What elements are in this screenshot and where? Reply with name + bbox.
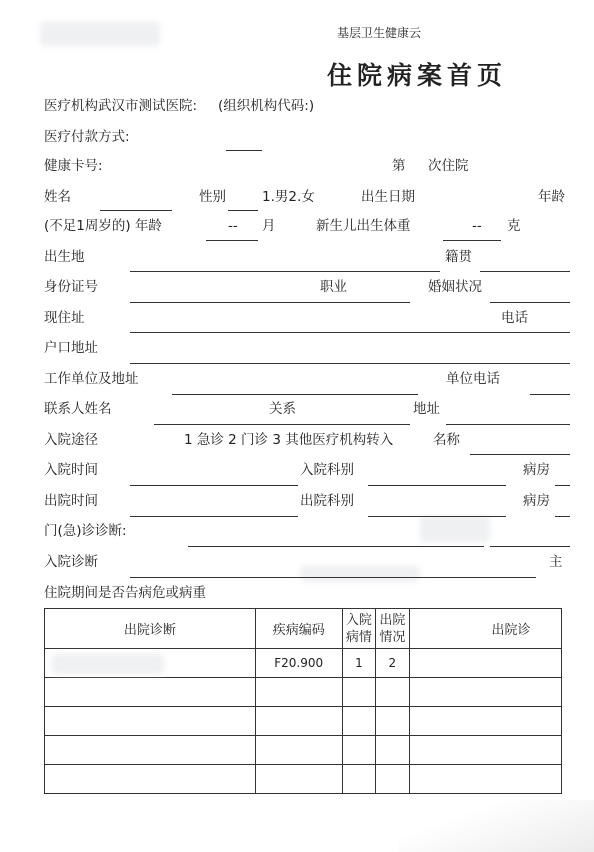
cell-discharge[interactable] bbox=[376, 765, 409, 794]
work-label: 工作单位及地址 bbox=[44, 371, 139, 387]
cell-code[interactable] bbox=[255, 765, 342, 794]
admit-dept-label: 入院科别 bbox=[300, 462, 354, 478]
birthplace-field[interactable] bbox=[130, 271, 440, 272]
cell-admit[interactable]: 1 bbox=[342, 649, 375, 678]
sex-label: 性别 bbox=[199, 189, 226, 205]
hukou-field[interactable] bbox=[130, 363, 570, 364]
critical-label: 住院期间是否告病危或病重 bbox=[44, 585, 206, 601]
cell-code[interactable] bbox=[255, 678, 342, 707]
header-discharge-diag-2: 出院诊 bbox=[409, 609, 561, 649]
cell-admit[interactable] bbox=[342, 765, 375, 794]
admission-route-options: 1 急诊 2 门诊 3 其他医疗机构转入 bbox=[184, 432, 394, 448]
work-phone-label: 单位电话 bbox=[446, 371, 500, 387]
health-card-label: 健康卡号: bbox=[44, 158, 103, 174]
age-month-value: -- bbox=[228, 218, 238, 234]
contact-address-label: 地址 bbox=[413, 401, 440, 417]
cell-discharge[interactable] bbox=[376, 707, 409, 736]
sex-field[interactable] bbox=[228, 210, 258, 211]
contact-address-field[interactable] bbox=[446, 424, 570, 425]
outpatient-diag-label: 门(急)诊诊断: bbox=[44, 523, 127, 539]
name-field[interactable] bbox=[100, 210, 172, 211]
contact-label: 联系人姓名 bbox=[44, 401, 112, 417]
ward-label-1: 病房 bbox=[523, 462, 550, 478]
id-number-field[interactable] bbox=[130, 302, 410, 303]
phone-label: 电话 bbox=[501, 310, 528, 326]
table-row bbox=[45, 707, 562, 736]
cell-discharge[interactable] bbox=[376, 678, 409, 707]
admit-diag-field[interactable] bbox=[130, 577, 536, 578]
cell-extra[interactable] bbox=[409, 736, 561, 765]
admit-dept-field[interactable] bbox=[368, 485, 506, 486]
cell-diag[interactable] bbox=[45, 736, 256, 765]
cell-extra[interactable] bbox=[409, 765, 561, 794]
native-place-label: 籍贯 bbox=[445, 249, 472, 265]
redacted-logo bbox=[40, 22, 160, 46]
cell-diag[interactable] bbox=[45, 678, 256, 707]
hukou-label: 户口地址 bbox=[44, 340, 98, 356]
newborn-weight-value: -- bbox=[472, 218, 482, 234]
cell-admit[interactable] bbox=[342, 678, 375, 707]
discharge-dept-label: 出院科别 bbox=[300, 493, 354, 509]
route-name-field[interactable] bbox=[470, 454, 570, 455]
org-code-label: (组织机构代码:) bbox=[218, 98, 315, 114]
discharge-time-label: 出院时间 bbox=[44, 493, 98, 509]
payment-field[interactable] bbox=[226, 150, 262, 151]
ward-field-1[interactable] bbox=[555, 485, 570, 486]
cell-discharge[interactable] bbox=[376, 736, 409, 765]
discharge-dept-field[interactable] bbox=[368, 516, 506, 517]
cell-diag[interactable] bbox=[45, 765, 256, 794]
marital-field[interactable] bbox=[490, 302, 570, 303]
cell-admit[interactable] bbox=[342, 736, 375, 765]
work-field[interactable] bbox=[172, 394, 418, 395]
redacted-area bbox=[420, 516, 490, 542]
newborn-weight-field[interactable] bbox=[443, 240, 501, 241]
payment-label: 医疗付款方式: bbox=[44, 129, 130, 145]
diagnosis-table bbox=[44, 608, 562, 794]
admit-time-label: 入院时间 bbox=[44, 462, 98, 478]
address-field[interactable] bbox=[130, 332, 570, 333]
relation-label: 关系 bbox=[269, 401, 296, 417]
address-label: 现住址 bbox=[44, 310, 85, 326]
gram-label: 克 bbox=[507, 218, 521, 234]
native-place-field[interactable] bbox=[480, 271, 570, 272]
cell-extra[interactable] bbox=[409, 678, 561, 707]
table-row bbox=[45, 678, 562, 707]
cell-code[interactable] bbox=[255, 707, 342, 736]
cell-discharge[interactable]: 2 bbox=[376, 649, 409, 678]
sex-options: 1.男2.女 bbox=[262, 189, 315, 205]
ward-label-2: 病房 bbox=[523, 493, 550, 509]
outpatient-diag-code-field[interactable] bbox=[490, 546, 570, 547]
nth-label-b: 次住院 bbox=[428, 158, 469, 174]
birthplace-label: 出生地 bbox=[44, 249, 85, 265]
admit-time-field[interactable] bbox=[130, 485, 298, 486]
header-disease-code: 疾病编码 bbox=[255, 609, 342, 649]
month-label: 月 bbox=[262, 218, 276, 234]
age-month-field[interactable] bbox=[206, 240, 258, 241]
age-label: 年龄 bbox=[538, 189, 565, 205]
cell-code[interactable]: F20.900 bbox=[255, 649, 342, 678]
cell-extra[interactable] bbox=[409, 649, 561, 678]
discharge-time-field[interactable] bbox=[130, 516, 298, 517]
redacted-area bbox=[300, 566, 420, 582]
header-admit-condition: 入院 病情 bbox=[342, 609, 375, 649]
admit-diag-label: 入院诊断 bbox=[44, 554, 98, 570]
id-number-label: 身份证号 bbox=[44, 279, 98, 295]
route-name-label: 名称 bbox=[433, 432, 460, 448]
cell-code[interactable] bbox=[255, 736, 342, 765]
birth-date-label: 出生日期 bbox=[361, 189, 415, 205]
table-row bbox=[45, 736, 562, 765]
cell-diag[interactable] bbox=[45, 707, 256, 736]
marital-label: 婚姻状况 bbox=[428, 279, 482, 295]
page-title: 住院病案首页 bbox=[327, 61, 508, 90]
admission-route-label: 入院途径 bbox=[44, 432, 98, 448]
cell-admit[interactable] bbox=[342, 707, 375, 736]
ward-field-2[interactable] bbox=[555, 516, 570, 517]
work-phone-field[interactable] bbox=[530, 394, 570, 395]
main-label: 主 bbox=[549, 554, 563, 570]
table-row bbox=[45, 765, 562, 794]
outpatient-diag-field[interactable] bbox=[188, 546, 484, 547]
page-shadow bbox=[398, 800, 594, 852]
infant-age-label: (不足1周岁的) 年龄 bbox=[44, 218, 162, 234]
name-label: 姓名 bbox=[44, 189, 71, 205]
newborn-weight-label: 新生儿出生体重 bbox=[316, 218, 411, 234]
cell-extra[interactable] bbox=[409, 707, 561, 736]
contact-field[interactable] bbox=[154, 424, 410, 425]
table-header-row bbox=[45, 609, 562, 649]
nth-label-a: 第 bbox=[392, 158, 406, 174]
header-discharge-condition: 出院 情况 bbox=[376, 609, 409, 649]
redacted-diagnosis bbox=[52, 654, 164, 674]
header-discharge-diag: 出院诊断 bbox=[45, 609, 256, 649]
occupation-label: 职业 bbox=[320, 279, 347, 295]
org-label: 医疗机构武汉市测试医院: bbox=[44, 98, 198, 114]
cloud-name: 基层卫生健康云 bbox=[337, 26, 422, 40]
